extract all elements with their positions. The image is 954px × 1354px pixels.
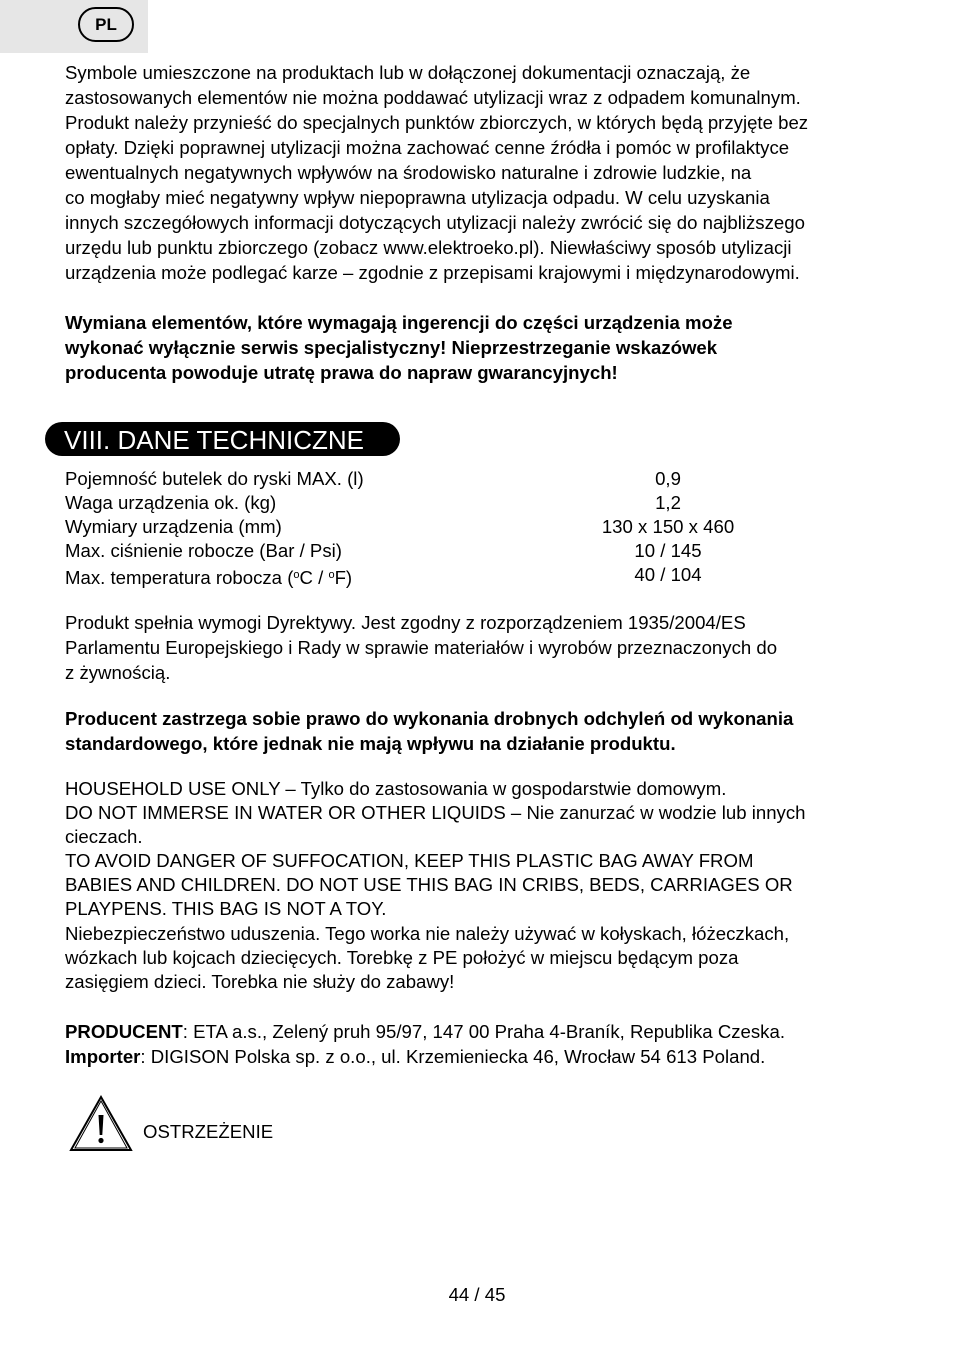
spec-value: 10 / 145 <box>634 540 702 561</box>
text-line: ewentualnych negatywnych wpływów na środowisko naturalne i zdrowie ludzkie, na <box>65 162 752 183</box>
text-line: urządzenia może podlegać karze – zgodnie z przepisami krajowymi i międzynarodowymi. <box>65 262 800 283</box>
text-line: urzędu lub punktu zbiorczego (zobacz www.elektroeko.pl). Niewłaściwy sposób utylizacji <box>65 237 792 258</box>
disposal-paragraph <box>65 60 895 285</box>
spec-label-part: Max. temperatura robocza ( <box>65 567 294 588</box>
text-line: z żywnością. <box>65 662 171 683</box>
importer-label: Importer <box>65 1046 141 1067</box>
spec-value: 0,9 <box>655 468 681 489</box>
spec-label: Pojemność butelek do ryski MAX. (l) <box>65 468 364 489</box>
text-line: wykonać wyłącznie serwis specjalistyczny! Nieprzestrzeganie wskazówek <box>65 337 718 358</box>
text-line: cieczach. <box>65 826 143 848</box>
text-line: BABIES AND CHILDREN. DO NOT USE THIS BAG IN CRIBS, BEDS, CARRIAGES OR <box>65 874 793 896</box>
usage-warnings <box>65 777 895 994</box>
text-line: Symbole umieszczone na produktach lub w dołączonej dokumentacji oznaczają, że <box>65 62 751 83</box>
spec-value: 130 x 150 x 460 <box>601 516 735 537</box>
spec-row <box>65 467 825 491</box>
text-line: standardowego, które jednak nie mają wpływu na działanie produktu. <box>65 733 676 754</box>
warning-label: OSTRZEŻENIE <box>143 1121 274 1142</box>
text-line: DO NOT IMMERSE IN WATER OR OTHER LIQUIDS – Nie zanurzać w wodzie lub innych <box>65 802 806 824</box>
importer-text: : DIGISON Polska sp. z o.o., ul. Krzemieniecka 46, Wrocław 54 613 Poland. <box>140 1046 766 1067</box>
producer-line <box>65 1019 895 1044</box>
degree-sign: o <box>328 569 335 581</box>
importer-line <box>65 1044 895 1069</box>
spec-row <box>65 539 825 563</box>
spec-table <box>65 467 825 587</box>
text-line: Wymiana elementów, które wymagają ingerencji do części urządzenia może <box>65 312 733 333</box>
manufacturer-note <box>65 706 895 756</box>
spec-row <box>65 563 825 587</box>
text-line: Produkt należy przynieść do specjalnych punktów zbiorczych, w których będą przyjęte bez <box>65 112 809 133</box>
text-line: HOUSEHOLD USE ONLY – Tylko do zastosowania w gospodarstwie domowym. <box>65 778 727 799</box>
spec-value: 1,2 <box>655 492 681 513</box>
text-line: PLAYPENS. THIS BAG IS NOT A TOY. <box>65 898 387 920</box>
spec-label-part: F) <box>334 567 353 588</box>
text-line: zasięgiem dzieci. Torebka nie służy do zabawy! <box>65 970 455 992</box>
text-line: opłaty. Dzięki poprawnej utylizacji można zachować cenne źródła i pomóc w profilaktyce <box>65 137 790 158</box>
spec-value: 40 / 104 <box>634 564 702 585</box>
text-line: innych szczegółowych informacji dotyczących utylizacji należy zwrócić się do najbliższego <box>65 212 805 233</box>
producer-text: : ETA a.s., Zelený pruh 95/97, 147 00 Praha 4-Braník, Republika Czeska. <box>182 1021 785 1042</box>
spec-label-part: C / <box>299 567 329 588</box>
language-badge: PL <box>78 7 134 42</box>
language-tab <box>0 0 148 53</box>
spec-label: Max. ciśnienie robocze (Bar / Psi) <box>65 540 342 561</box>
spec-row <box>65 515 825 539</box>
text-line: zastosowanych elementów nie można poddawać utylizacji wraz z odpadem komunalnym. <box>65 87 801 108</box>
spec-label: Waga urządzenia ok. (kg) <box>65 492 277 513</box>
contacts <box>65 1019 895 1069</box>
warning-triangle-icon <box>69 1095 133 1153</box>
page-number: 44 / 45 <box>448 1284 506 1305</box>
degree-sign: o <box>293 569 300 581</box>
producer-label: PRODUCENT <box>65 1021 183 1042</box>
text-line: co mogłaby mieć negatywny wpływ niepoprawna utylizacja odpadu. W celu uzyskania <box>65 187 770 208</box>
text-line: wózkach lub kojcach dziecięcych. Torebkę z PE położyć w miejscu będącym poza <box>65 946 739 968</box>
spec-row <box>65 491 825 515</box>
section-title: VIII. DANE TECHNICZNE <box>64 425 365 455</box>
service-warning <box>65 310 895 385</box>
text-line: TO AVOID DANGER OF SUFFOCATION, KEEP THIS PLASTIC BAG AWAY FROM <box>65 850 754 872</box>
text-line: Niebezpieczeństwo uduszenia. Tego worka nie należy używać w kołyskach, łóżeczkach, <box>65 922 790 944</box>
text-line: producenta powoduje utratę prawa do napraw gwarancyjnych! <box>65 362 618 383</box>
spec-label <box>65 563 352 590</box>
text-line: Parlamentu Europejskiego i Rady w sprawie materiałów i wyrobów przeznaczonych do <box>65 637 778 658</box>
text-line: Produkt spełnia wymogi Dyrektywy. Jest zgodny z rozporządzeniem 1935/2004/ES <box>65 612 746 633</box>
text-line: Producent zastrzega sobie prawo do wykonania drobnych odchyleń od wykonania <box>65 708 794 729</box>
spec-label: Wymiary urządzenia (mm) <box>65 516 282 537</box>
directive-paragraph <box>65 610 895 685</box>
